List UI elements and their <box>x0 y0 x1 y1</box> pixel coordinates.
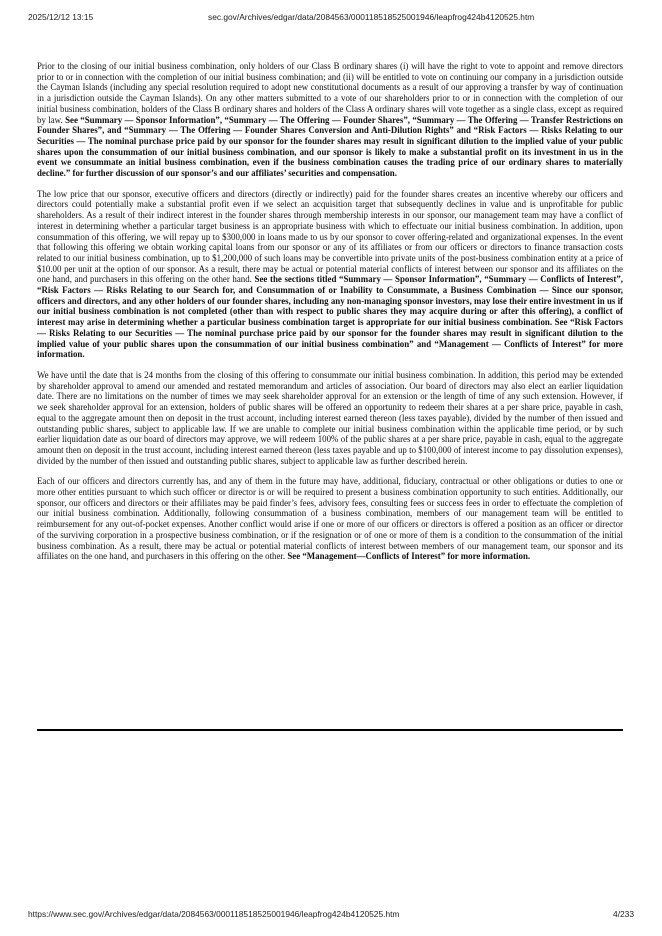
print-header <box>28 12 634 26</box>
paragraph-bold-reference: See “Summary — Sponsor Information”, “Summary — The Offering — Founder Shares”, “Summary — The Offering — Transfer Restrictions on Founder Shares”, and “Summary — The Offering — Founder Shares Conversion and Anti-Dilution Rights” and “Risk Factors — Risks Relating to our Securities — The nominal purchase price paid by our sponsor for the founder shares may result in significant dilution to the implied value of your public shares upon the consummation of our initial business combination, and our sponsor is likely to make a substantial profit on its investment in us in the event we consummate an initial business combination, even if the business combination causes the trading price of our ordinary shares to materially decline.” for further discussion of our sponsor’s and our affiliates’ securities and compensation. <box>37 114 623 179</box>
print-url: https://www.sec.gov/Archives/edgar/data/2084563/000118518525001946/leapfrog424b4120525.htm <box>28 909 400 919</box>
paragraph-voting-rights <box>37 61 623 179</box>
print-datetime: 2025/12/12 13:15 <box>28 12 94 22</box>
paragraph-combination-period <box>37 370 623 466</box>
paragraph-officer-obligations <box>37 476 623 562</box>
section-divider <box>37 729 623 731</box>
paragraph-bold-reference: See the sections titled “Summary — Sponsor Information”, “Summary — Conflicts of Interest”, “Risk Factors — Risks Relating to our Search for, and Consummation of or Inability to Consummate, a Business Combination — Since our sponsor, officers and directors, and any other holders of our founder shares, including any non-managing sponsor investors, may lose their entire investment in us if our initial business combination is not completed (other than with respect to public shares they may acquire during or after this offering), a conflict of interest may arise in determining whether a particular business combination target is appropriate for our initial business combination. See “Risk Factors — Risks Relating to our Securities — The nominal purchase price paid by our sponsor for the founder shares may result in significant dilution to the implied value of your public shares upon the consummation of our initial business combination” and “Management — Conflicts of Interest” for more information. <box>37 274 623 360</box>
paragraph-founder-share-price <box>37 189 623 360</box>
paragraph-bold-reference: See “Management—Conflicts of Interest” for more information. <box>287 551 531 562</box>
page-number: 4/233 <box>613 909 634 919</box>
paragraph-text: Prior to the closing of our initial business combination, only holders of our Class B ordinary shares (i) will have the right to vote to appoint and remove directors prior to or in connection with the completion of our initial business combination; and (ii) will be entitled to vote on continuing our company in a jurisdiction outside the Cayman Islands (including any special resolution required to adopt new constitutional documents as a result of our approving a transfer by way of continuation in a jurisdiction outside the Cayman Islands). On any other matters submitted to a vote of our shareholders prior to or in connection with the completion of our initial business combination, holders of the Class B ordinary shares and holders of the Class A ordinary shares will vote together as a single class, except as required by law. <box>37 61 623 125</box>
print-page-title: sec.gov/Archives/edgar/data/2084563/000118518525001946/leapfrog424b4120525.htm <box>208 12 535 22</box>
paragraph-text: Each of our officers and directors currently has, and any of them in the future may have, additional, fiduciary, contractual or other obligations or duties to one or more other entities pursuant to which such officer or director is or will be required to present a business combination opportunity to such entities. Additionally, our sponsor, our officers and directors or their affiliates may be paid finder’s fees, advisory fees, consulting fees or success fees in order to effectuate the completion of our initial business combination. Additionally, following consummation of a business combination, members of our management team will be entitled to reimbursement for any out-of-pocket expenses. Another conflict would arise if one or more of our officers or directors is offered a position as an officer or director of the surviving corporation in a prospective business combination, or if the resignation or of one or more of them is a condition to the consummation of the initial business combination. As a result, there may be actual or potential material conflicts of interest between members of our management team, our sponsor and its affiliates on the one hand, and purchasers in this offering on the other. <box>37 476 623 562</box>
document-body <box>37 61 623 572</box>
paragraph-text: The low price that our sponsor, executive officers and directors (directly or indirectly) paid for the founder shares creates an incentive whereby our officers and directors could potentially make a substantial profit even if we select an acquisition target that subsequently declines in value and is unprofitable for public shareholders. As a result of their indirect interest in the founder shares through membership interests in our sponsor, our management team may have a conflict of interest in determining whether a particular target business is an appropriate business with which to effectuate our initial business combination. In addition, upon consummation of this offering, we will repay up to $300,000 in loans made to us by our sponsor to cover offering-related and organizational expenses. In the event that following this offering we obtain working capital loans from our sponsor or any of its affiliates or from our officers or directors to finance transaction costs related to our initial business combination, up to $1,200,000 of such loans may be convertible into private units of the post-business combination entity at a price of $10.00 per unit at the option of our sponsor. As a result, there may be actual or potential material conflicts of interest between our sponsor and its affiliates on the one hand, and purchasers in this offering on the other hand. <box>37 188 623 285</box>
paragraph-text: We have until the date that is 24 months from the closing of this offering to consummate our initial business combination. In addition, this period may be extended by shareholder approval to amend our amended and restated memorandum and articles of association. Our board of directors may also elect an earlier liquidation date. There are no limitations on the number of times we may seek shareholder approval for an extension or the length of time of any such extension. However, if we seek shareholder approval for an extension, holders of public shares will be offered an opportunity to redeem their shares at a per share price, payable in cash, equal to the aggregate amount then on deposit in the trust account, including interest earned thereon (less taxes payable), divided by the number of then issued and outstanding public shares, subject to applicable law. If we are unable to complete our initial business combination within the applicable time period, or by such earlier liquidation date as our board of directors may approve, we will redeem 100% of the public shares at a per share price, payable in cash, equal to the aggregate amount then on deposit in the trust account, including interest earned thereon (less taxes payable and up to $100,000 of interest income to pay dissolution expenses), divided by the number of then issued and outstanding public shares, subject to applicable law as further described herein. <box>37 369 623 466</box>
print-footer <box>28 909 634 923</box>
